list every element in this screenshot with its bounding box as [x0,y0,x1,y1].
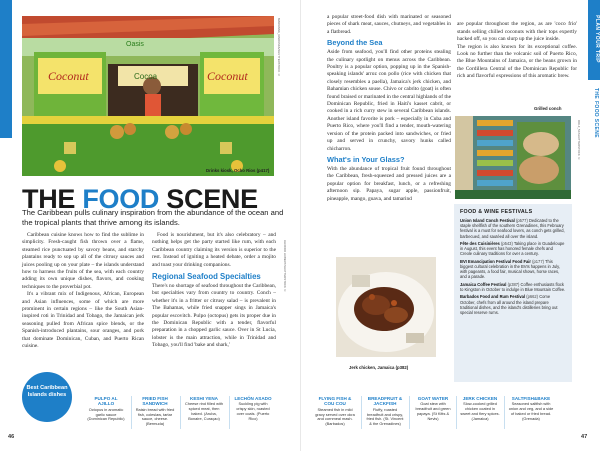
dish-name: FRIED FISH SANDWICH [142,396,168,407]
conch-credit: ROLF_52/SHUTTERSTOCK © [577,120,581,161]
festival-item [460,241,566,257]
title-part1: THE [22,184,83,214]
body-paragraph: a popular street-food dish with marinated or seasoned pieces of shark meat, sauces, chutneys, and vegetables in a flatbread. [327,14,451,35]
festival-ref: (p577) [515,218,528,223]
divider [456,396,457,429]
tab-highlight [0,0,12,138]
page-number-left: 46 [8,434,15,440]
dish-name: GOAT WATER [417,396,449,401]
dish-item [86,396,126,422]
festival-desc: This biggest cultural celebration in the BVIs happens in July, with pageants, a food fair, musical shows, horse races, and a parade. [460,258,561,280]
hero-photo [22,16,274,176]
divider [180,396,181,429]
food-festivals-box [454,204,572,382]
side-tab-left [0,0,15,451]
divider [131,396,132,429]
sign-text-small: Oasis [126,41,144,48]
side-tab-right [588,0,600,451]
festival-desc: Dedicated to the staple shellfish of the southern Grenadines, this February festival is a must for seafood lovers, as conch gets grilled, barbecued, and sautéed all over the island. [460,218,565,239]
festival-title: Fête des Cuisinières [460,241,500,246]
festival-ref: (p387) [507,281,520,287]
dish-item [413,396,453,422]
tab-label-food: THE FOOD SCENE [593,87,600,139]
body-paragraph: With the abundance of tropical fruit found throughout the Caribbean, fresh-squeezed and pressed juices are a popular option for breakfast, lunch, or a refreshing afternoon sip. Papaya, sugar apple, passionfruit, pineapple, mango, guava, and tamarind [327,165,451,202]
body-paragraph: Caribbean cuisine knows how to find the sublime in simplicity. Fresh-caught fish thrown over a flame, steamed rice punctuated by savory beans, and starchy plantains ready to sop up all of the citrusy sauces and juices pooling up on your plate – the islands understand how to harness the fruits of the sea, with each country adding its own unique dishes, flavors, and cooking techniques to the proverbial pot. [22,232,144,290]
festival-item [460,218,566,239]
dish-name: LECHÓN ASADO [234,396,272,401]
festival-ref: (p662) [526,294,539,300]
title-part2: SCENE [159,184,258,214]
hero-credit: MARIANNA_IANOVSKA/SHUTTERSTOCK © [277,18,281,77]
festival-ref: (p177) [532,258,544,264]
dish-desc: Octopus in aromatic garlic sauce (Dominican Republic) [87,406,125,422]
body-paragraph: It's a vibrant mix of Indigenous, African, European and Asian influences, some of which are more prominent in certain regions – like the South Asian-inspired roti in Trinidad and Tobago, the Jamaican jerk seasoning pulled from African spice blends, or the Spanish-introduced plantains, sour oranges, and pork that dominate Dominican, Cuban, and Puerto Rican cuisine. [22,291,144,350]
dish-desc: Steamed fish in mild gravy served over okra and cornmeal mash. (Barbados) [315,406,355,427]
festival-item [460,282,566,292]
festival-title: Barbados Food and Rum Festival [460,294,526,300]
dish-name: FLYING FISH & COU COU [318,396,352,407]
dish-item [184,396,224,422]
festival-item [460,259,566,280]
festival-title: Jamaica Coffee Festival [460,281,507,287]
dish-item [365,396,405,427]
dish-name: SALTFISH&BAKE [511,396,551,401]
dish-desc: Cheese rind filled with spiced meat, then baked. (Aruba, Bonaire, Curaçao) [184,401,224,421]
body-paragraph: There's no shortage of seafood throughout the Caribbean, but specialties vary from country to country. Conch – whether it's in a fritter or citrusy salad – is prevalent in The Bahamas, while fried snapper sings in Jamaica's popular escovitch. Pulpo (octopus) gets its proper due in the Dominican Republic with a tender, flavorful preparation in a chopped garlic sauce. Over in St Lucia, lobster is the main attraction, while in Trinidad and Tobago, you'll find 'bake and shark,' [152,283,276,349]
body-paragraph: are popular throughout the region, as are 'coco frio' stands selling chilled coconuts with their tops expertly hacked off, so you can slurp up the juice inside. The region is also known for its exceptional coffee. Look no further than the volcanic soil of Puerto Rico, the Blue Mountains of Jamaica, or the beans grown in the Cordillera Central of the Dominican Republic for rich and flavorful expressions of this aromatic brew. [457,21,577,80]
dish-name: JERK CHICKEN [462,396,498,401]
dish-name: BREADFRUIT & JACKFISH [367,396,403,407]
dish-item [508,396,554,422]
dish-desc: Slow-cooked grilled chicken coated in sweet and fiery spices. (Jamaica) [460,401,500,421]
dish-desc: Seasoned saltfish with onion and veg, and a side of baked or fried bread. (Grenada) [508,401,554,421]
dish-name: KESHI YENA [190,396,218,401]
festival-title: Union Island Conch Festival [460,218,515,223]
dish-name: PULPO AL AJILLO [94,396,118,407]
jerk-chicken-photo [336,257,436,357]
divider [409,396,410,429]
right-column-2 [457,14,577,88]
divider [504,396,505,429]
dish-desc: Suckling pig with crispy skin, roasted over coals. (Puerto Rico) [236,401,270,421]
dish-item [315,396,355,427]
dish-item [233,396,273,422]
circle-credit: ALFRIDO HUBERT/SHUTTERSTOCK © [283,240,287,293]
grilled-conch-photo [455,116,571,199]
dish-desc: Raisin bread with fried fish, coleslaw, tartar sauce, cheese. (Bermuda) [135,406,175,427]
sign-text-right: Coconut [207,69,248,83]
intro-text: The Caribbean pulls culinary inspiration from the abundance of the ocean and the tropical plants that thrive among its islands. [22,208,284,227]
dish-item [135,396,175,427]
body-paragraph: Aside from seafood, you'll find other proteins stealing the culinary spotlight on menus across the Caribbean. Poultry is a popular option, popping up in the Spanish-speaking islands' arroz con pollo (rice with chicken that closely resembles a paella), Jamaica's jerk chicken, and Bahamian chicken souse. Chivo or cabrito (goat) is often found braised or marinated in the central highlands of the Dominican Republic, fried in Haiti's kasset cabrit, or cooked in a rich curry stew in several Caribbean islands. Another island favorite is pork – especially in Cuba and Puerto Rico, where you'll find a tender, mouth-watering version of the protein packed into sandwiches, or fried up and served in crunchy, savory hunks called chicharron. [327,49,451,152]
festivals-heading: FOOD & WINE FESTIVALS [460,209,533,215]
page-number-right: 47 [581,434,588,440]
dish-badge: Best Caribbean Islands dishes [22,372,72,422]
festival-desc: Taking place in Guadeloupe in August, this event has honored female chefs and Creole culinary traditions for over a century. [460,241,565,257]
dish-desc: Fluffy, roasted breadfruit and crispy, fried fish. (St. Vincent & the Grenadines) [366,406,404,427]
left-column-1 [22,232,144,351]
title-accent: FOOD [82,184,160,214]
festival-item [460,294,566,315]
tab-label-food [0,173,1,223]
divider [361,396,362,429]
section-heading-glass: What's in Your Glass? [327,154,405,164]
right-column-1 [327,14,451,203]
festival-desc: Come October, chefs from all around the island prepare traditional dishes, and the island's distilleries bring out special reserve rums. [460,294,558,315]
section-heading-beyond: Beyond the Sea [327,38,383,48]
dish-desc: Goat stew with breadfruit and green papaya. (St Kitts & Nevis) [415,401,451,421]
divider [229,396,230,429]
sign-text-menu: Cocoa [134,72,158,81]
dish-item [460,396,500,422]
conch-caption: Grilled conch [534,106,562,111]
festival-desc: Coffee enthusiasts flock to Kingston in October to indulge in Blue Mountain Coffee. [460,281,566,292]
festival-title: BVI Emancipation Festival Food Fair [460,258,531,264]
hero-caption: Drinks kiosk, Ocho Rios (p417) [206,168,270,173]
section-heading-seafood: Regional Seafood Specialties [152,272,261,282]
jerk-caption: Jerk chicken, Jamaica (p382) [349,365,409,370]
body-paragraph: Food is nourishment, but it's also celebratory – and nothing helps get the party started like rum, with each Caribbean country claiming its version is superior to the rest. Instead of igniting a heated debate, order a mojito and toast your drinking companions. [152,232,276,268]
left-column-2 [152,232,276,350]
festival-ref: (p543) [500,241,513,246]
sign-text-left: Coconut [48,69,89,83]
tab-label-plan: PLAN YOUR TRIP [593,15,600,63]
